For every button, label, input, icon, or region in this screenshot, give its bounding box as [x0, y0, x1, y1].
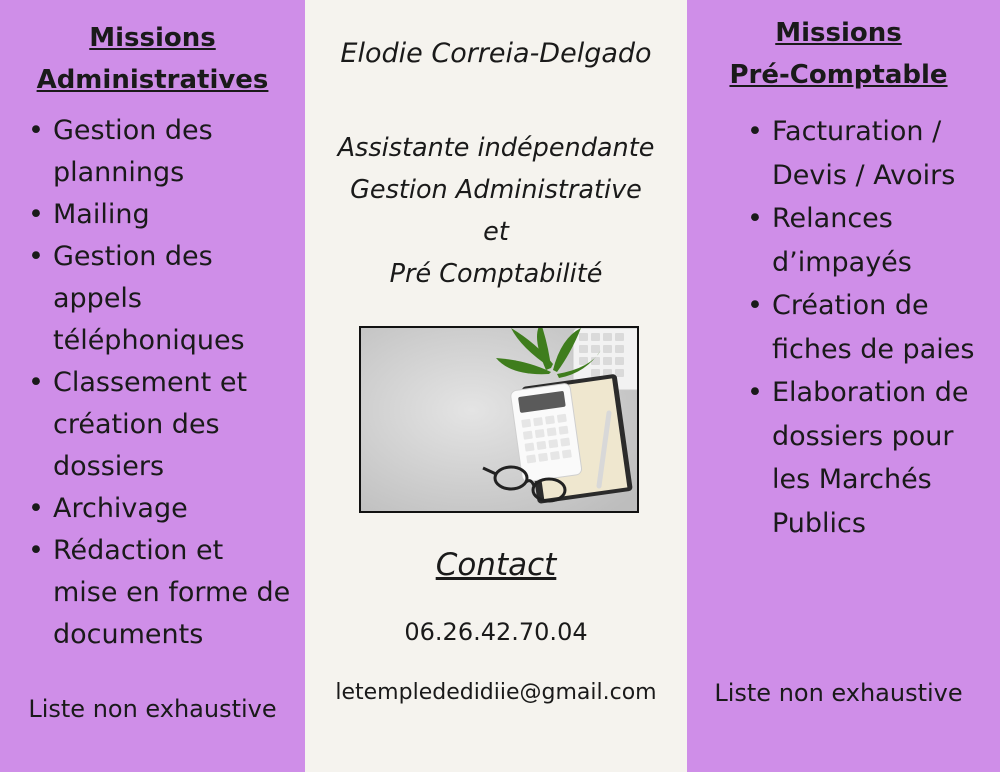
accounting-missions-heading	[677, 12, 1000, 96]
list-item: • Rédaction et mise en forme de documents	[26, 530, 296, 656]
desk-photo-illustration	[361, 328, 637, 511]
list-item: • Facturation / Devis / Avoirs	[745, 110, 990, 197]
list-item: • Gestion des appels téléphoniques	[26, 236, 296, 362]
accounting-heading-line2: Pré-Comptable	[729, 60, 948, 90]
list-item: • Mailing	[26, 194, 296, 236]
admin-missions-panel	[0, 0, 305, 772]
desk-photo	[359, 326, 639, 513]
admin-missions-list	[26, 110, 296, 656]
accounting-heading-line1: Missions	[775, 18, 902, 48]
admin-missions-heading	[0, 17, 305, 101]
accounting-missions-panel	[687, 0, 1000, 772]
phone-number: 06.26.42.70.04	[404, 618, 588, 646]
email-address: letemplededidiie@gmail.com	[335, 680, 657, 705]
list-item: • Classement et création des dossiers	[26, 362, 296, 488]
list-item: • Gestion des plannings	[26, 110, 296, 194]
job-title-block	[305, 127, 687, 295]
calculator-shape	[510, 383, 582, 482]
job-title-line: Assistante indépendante	[337, 133, 655, 163]
list-item: • Relances d’impayés	[745, 197, 990, 284]
admin-heading-line1: Missions	[89, 23, 216, 53]
job-title-line: Gestion Administrative	[350, 175, 642, 205]
list-item: • Création de fiches de paies	[745, 284, 990, 371]
accounting-non-exhaustive-note: Liste non exhaustive	[714, 679, 963, 707]
job-title-line: et	[483, 217, 509, 247]
job-title-line: Pré Comptabilité	[389, 259, 603, 289]
admin-heading-line2: Administratives	[36, 65, 269, 95]
list-item: • Archivage	[26, 488, 296, 530]
admin-non-exhaustive-note: Liste non exhaustive	[28, 695, 277, 723]
profile-panel	[305, 0, 687, 772]
accounting-missions-list	[745, 110, 990, 545]
list-item: • Elaboration de dossiers pour les Marchés Publics	[745, 371, 990, 545]
contact-heading: Contact	[435, 547, 557, 583]
person-name: Elodie Correia-Delgado	[340, 38, 652, 69]
